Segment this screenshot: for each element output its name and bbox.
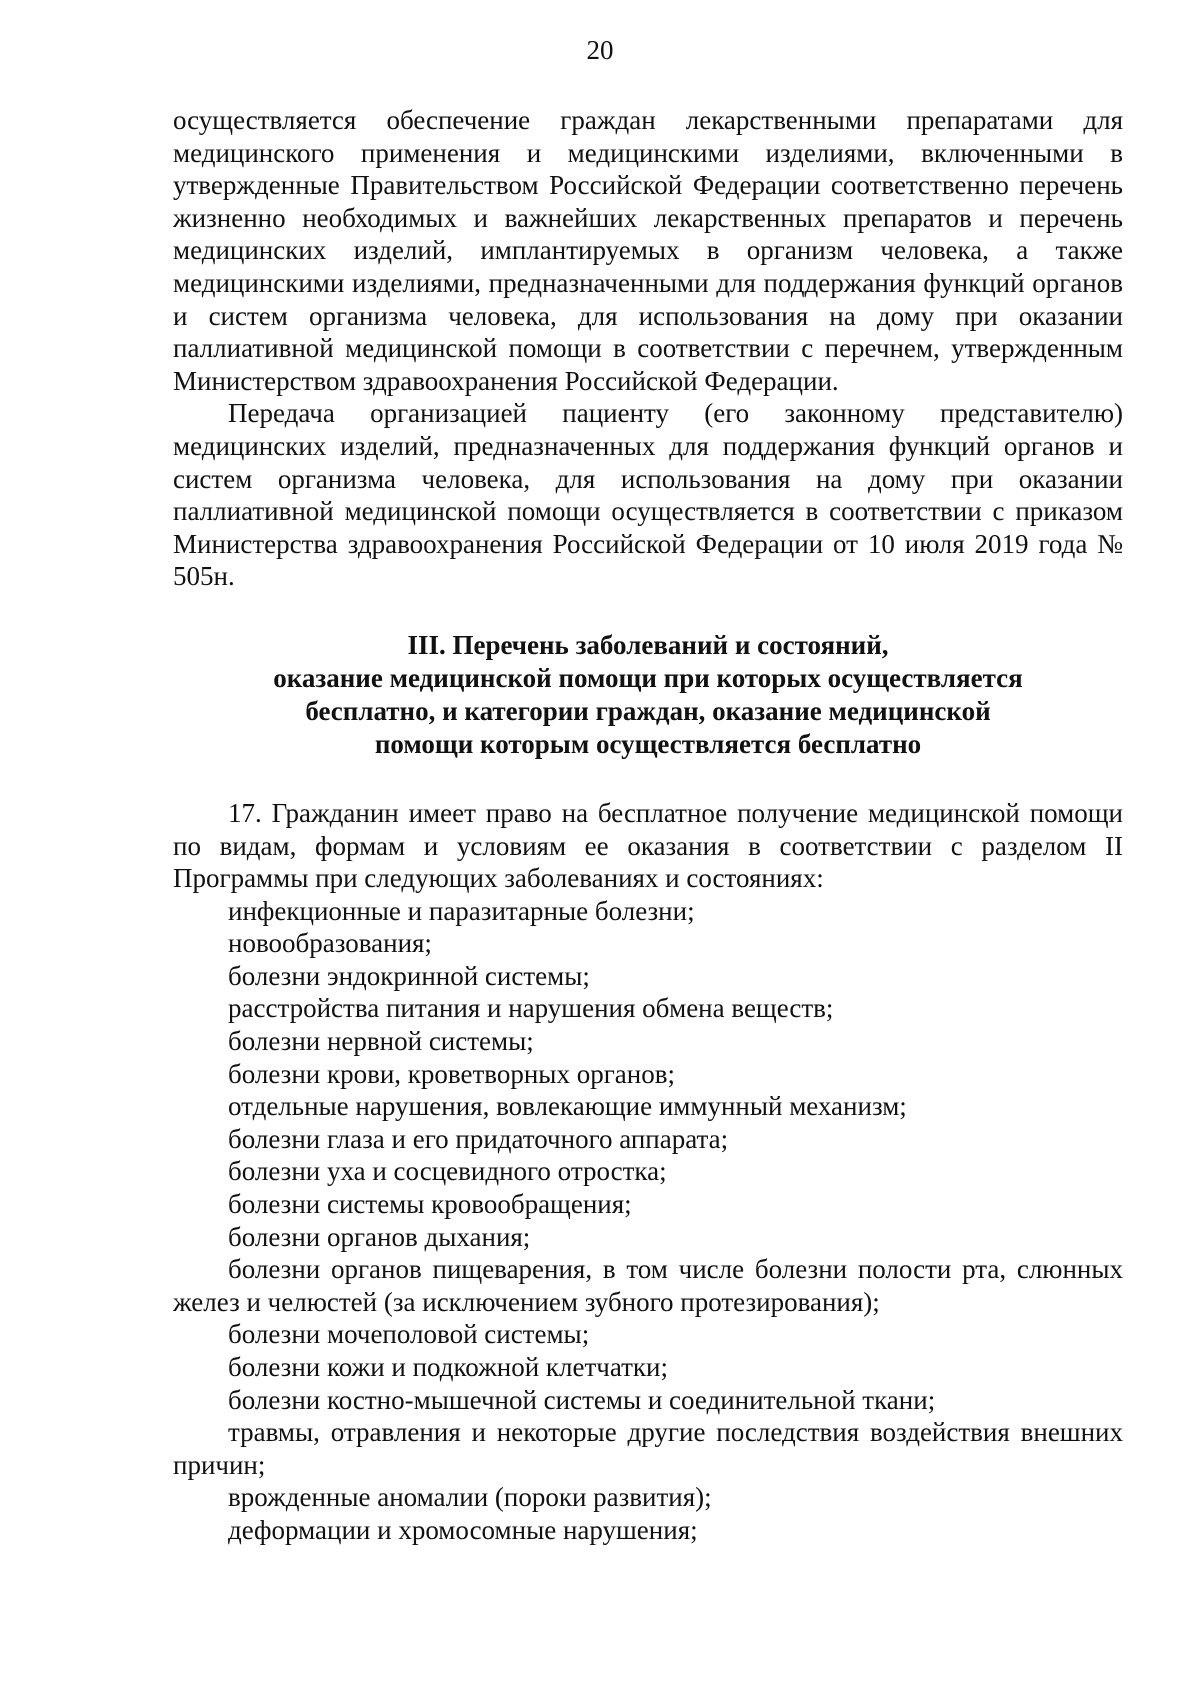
list-item: болезни крови, кроветворных органов; [228,1058,675,1089]
list-item: болезни костно-мышечной системы и соединительной ткани; [228,1384,936,1415]
list-item: болезни кожи и подкожной клетчатки; [228,1352,669,1382]
list-item: травмы, отравления и некоторые другие последствия воздействия внешних причин; [173,1417,1123,1480]
section-heading-line: помощи которым осуществляется бесплатно [374,728,922,759]
list-item: болезни уха и сосцевидного отростка; [228,1156,667,1187]
list-item: деформации и хромосомные нарушения; [228,1514,698,1545]
list-item: болезни нервной системы; [228,1026,534,1057]
conditions-list [173,895,1123,1547]
list-item: врожденные аномалии (пороки развития); [228,1482,712,1513]
list-item: инфекционные и паразитарные болезни; [228,895,695,926]
document-body [173,104,1123,1547]
list-item: болезни глаза и его придаточного аппарата; [228,1123,729,1154]
section-heading-line: III. Перечень заболеваний и состояний, [407,629,889,660]
section-heading-line: оказание медицинской помощи при которых осуществляется [273,662,1023,693]
paragraph-continuation: осуществляется обеспечение граждан лекарственными препаратами для медицинского применения и медицинскими изделиями, включенными в утвержденные Правительством Российской Федерации соответственно перечень жизненно необходимых и важнейших лекарственных препаратов и перечень медицинских изделий, имплантируемых в организм человека, а также медицинскими изделиями, предназначенными для поддержания функций органов и систем организма человека, для использования на дому при оказании паллиативной медицинской помощи в соответствии с перечнем, утвержденным Министерством здравоохранения Российской Федерации. [173,105,1123,396]
list-item: болезни эндокринной системы; [228,960,590,991]
list-item: отдельные нарушения, вовлекающие иммунный механизм; [228,1091,907,1122]
paragraph-transfer-devices: Передача организацией пациенту (его законному представителю) медицинских изделий, предназначенных для поддержания функций органов и систем организма человека, для использования на дому при оказании паллиативной медицинской помощи осуществляется в соответствии с приказом Министерства здравоохранения Российской Федерации от 10 июля 2019 года № 505н. [173,398,1123,592]
list-item: расстройства питания и нарушения обмена веществ; [228,993,834,1024]
paragraph-17: 17. Гражданин имеет право на бесплатное получение медицинской помощи по видам, формам и условиям ее оказания в соответствии с разделом II Программы при следующих заболеваниях и состояниях: [173,797,1123,894]
list-item: болезни системы кровообращения; [228,1189,632,1220]
list-item: новообразования; [228,928,432,959]
section-heading-line: бесплатно, и категории граждан, оказание медицинской [305,695,991,726]
page-number: 20 [586,35,614,65]
list-item: болезни органов пищеварения, в том числе болезни полости рта, слюнных желез и челюстей (за исключением зубного протезирования); [173,1254,1123,1317]
section-heading [173,629,1123,761]
list-item: болезни мочеполовой системы; [228,1319,590,1350]
list-item: болезни органов дыхания; [228,1221,531,1252]
